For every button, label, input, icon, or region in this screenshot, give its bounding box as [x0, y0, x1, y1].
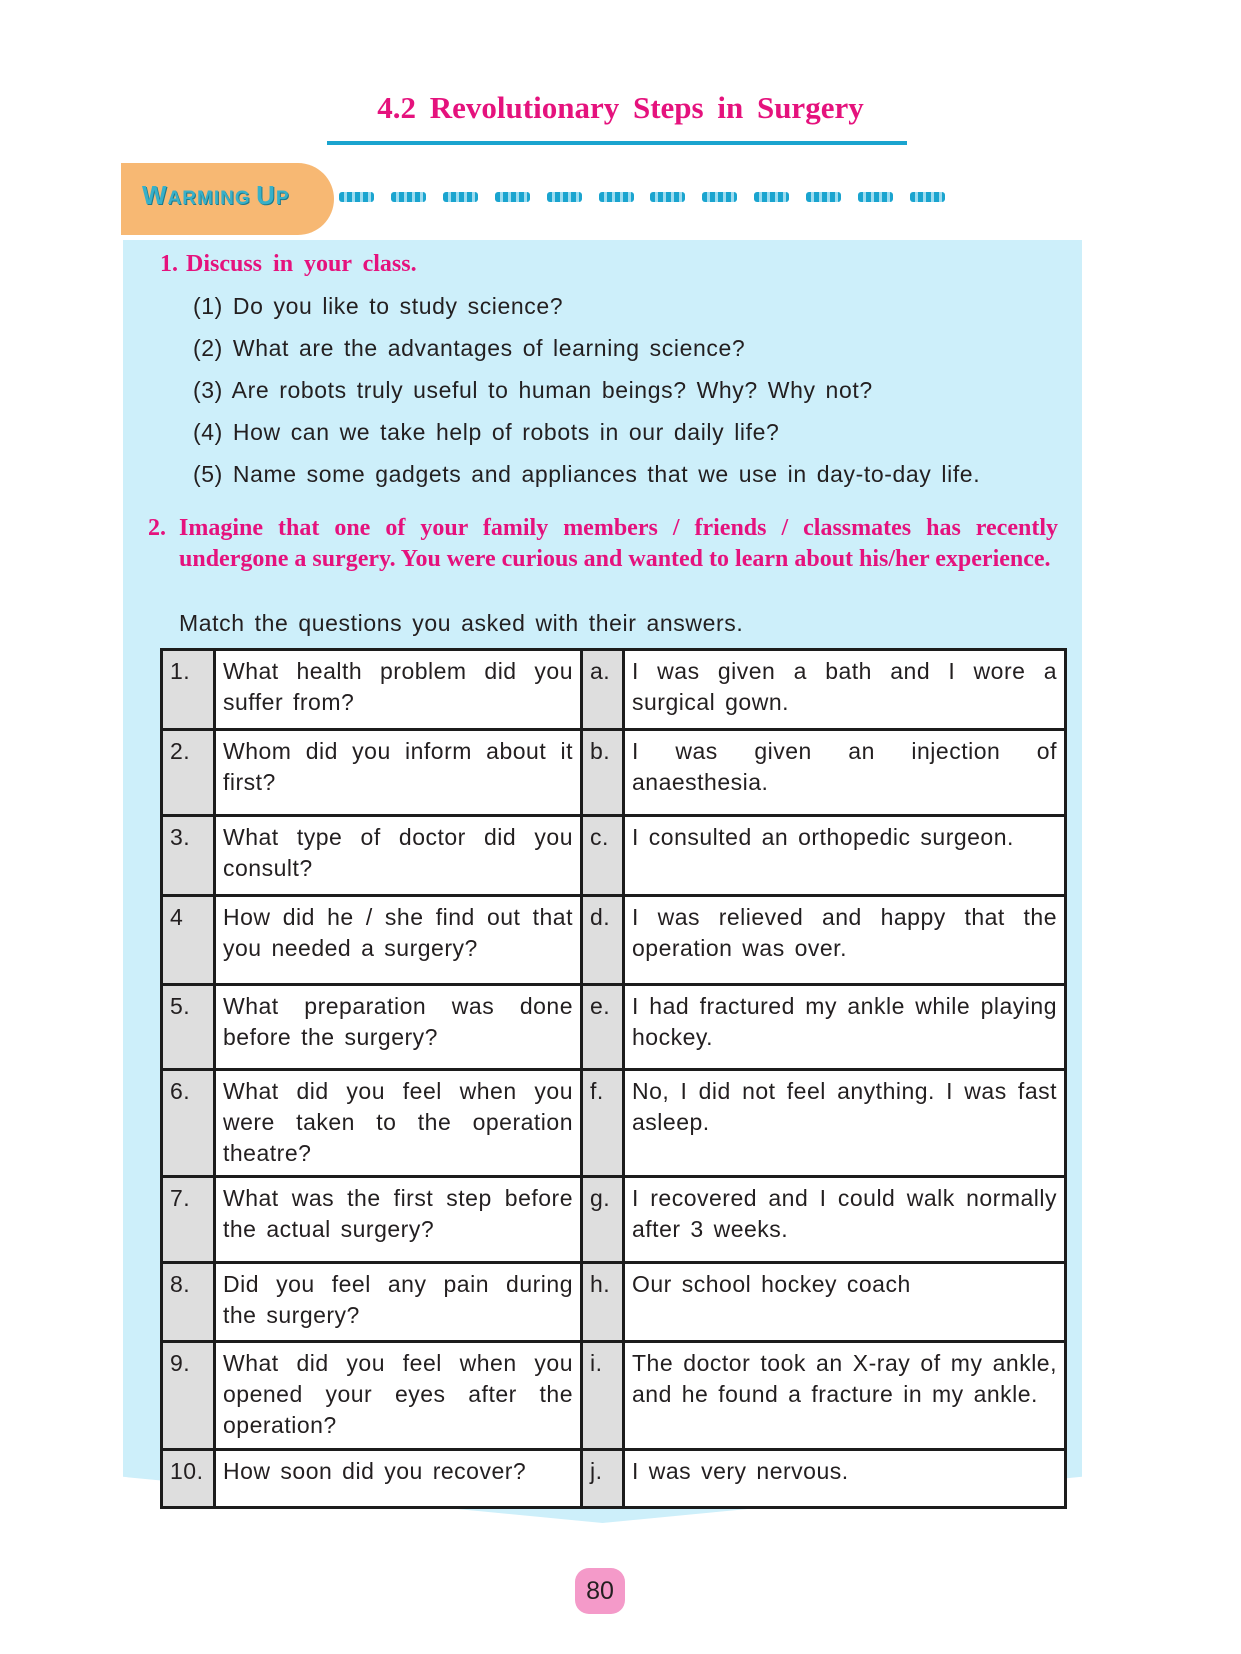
answer-letter: e. — [582, 985, 624, 1070]
table-row — [162, 1342, 1066, 1450]
match-instruction: Match the questions you asked with their answers. — [179, 610, 744, 636]
discussion-item: (3) Are robots truly useful to human beings? Why? Why not? — [193, 377, 873, 403]
answer-letter: b. — [582, 730, 624, 816]
answer-letter: c. — [582, 816, 624, 896]
table-row — [162, 1450, 1066, 1508]
question-cell: What did you feel when you were taken to the operation theatre? — [215, 1070, 582, 1177]
answer-cell: I was relieved and happy that the operation was over. — [624, 896, 1066, 985]
question-cell: What preparation was done before the surgery? — [215, 985, 582, 1070]
table-row — [162, 1177, 1066, 1263]
question-2-heading: 2. Imagine that one of your family members / friends / classmates has recently undergone a surgery. You were curious and wanted to learn about his/her experience. — [148, 515, 1058, 572]
question-1-heading: 1. Discuss in your class. — [160, 251, 417, 277]
table-row — [162, 985, 1066, 1070]
question-number: 2. — [162, 730, 215, 816]
answer-cell: I was given an injection of anaesthesia. — [624, 730, 1066, 816]
question-number: 10. — [162, 1450, 215, 1508]
page-title: 4.2 Revolutionary Steps in Surgery — [377, 90, 864, 125]
warming-up-label: WARMING UP — [142, 180, 290, 210]
question-cell: What was the first step before the actual surgery? — [215, 1177, 582, 1263]
question-number: 3. — [162, 816, 215, 896]
answer-cell: I was very nervous. — [624, 1450, 1066, 1508]
table-row — [162, 1263, 1066, 1342]
answer-letter: f. — [582, 1070, 624, 1177]
table-row — [162, 816, 1066, 896]
question-number: 6. — [162, 1070, 215, 1177]
question-cell: How soon did you recover? — [215, 1450, 582, 1508]
table-row — [162, 730, 1066, 816]
discussion-item: (1) Do you like to study science? — [193, 293, 564, 319]
title-underline — [327, 141, 907, 145]
discussion-item: (2) What are the advantages of learning science? — [193, 335, 746, 361]
question-cell: Whom did you inform about it first? — [215, 730, 582, 816]
discussion-item: (5) Name some gadgets and appliances that we use in day-to-day life. — [193, 461, 981, 487]
decorative-dash-line — [339, 192, 945, 204]
question-number: 1. — [162, 650, 215, 730]
page-number: 80 — [575, 1568, 625, 1614]
table-row — [162, 650, 1066, 730]
answer-cell: I consulted an orthopedic surgeon. — [624, 816, 1066, 896]
match-table — [160, 648, 1067, 1509]
answer-letter: g. — [582, 1177, 624, 1263]
question-number: 9. — [162, 1342, 215, 1450]
question-cell: How did he / she find out that you needed a surgery? — [215, 896, 582, 985]
answer-letter: j. — [582, 1450, 624, 1508]
question-cell: What health problem did you suffer from? — [215, 650, 582, 730]
table-row — [162, 1070, 1066, 1177]
answer-cell: I had fractured my ankle while playing hockey. — [624, 985, 1066, 1070]
answer-cell: I recovered and I could walk normally after 3 weeks. — [624, 1177, 1066, 1263]
answer-cell: I was given a bath and I wore a surgical gown. — [624, 650, 1066, 730]
question-number: 5. — [162, 985, 215, 1070]
discussion-item: (4) How can we take help of robots in our daily life? — [193, 419, 780, 445]
question-number: 4 — [162, 896, 215, 985]
answer-letter: a. — [582, 650, 624, 730]
answer-cell: No, I did not feel anything. I was fast asleep. — [624, 1070, 1066, 1177]
answer-letter: d. — [582, 896, 624, 985]
answer-cell: The doctor took an X-ray of my ankle, and he found a fracture in my ankle. — [624, 1342, 1066, 1450]
question-cell: What type of doctor did you consult? — [215, 816, 582, 896]
question-cell: What did you feel when you opened your eyes after the operation? — [215, 1342, 582, 1450]
table-row — [162, 896, 1066, 985]
question-number: 8. — [162, 1263, 215, 1342]
question-number: 7. — [162, 1177, 215, 1263]
answer-letter: i. — [582, 1342, 624, 1450]
answer-cell: Our school hockey coach — [624, 1263, 1066, 1342]
question-cell: Did you feel any pain during the surgery? — [215, 1263, 582, 1342]
answer-letter: h. — [582, 1263, 624, 1342]
